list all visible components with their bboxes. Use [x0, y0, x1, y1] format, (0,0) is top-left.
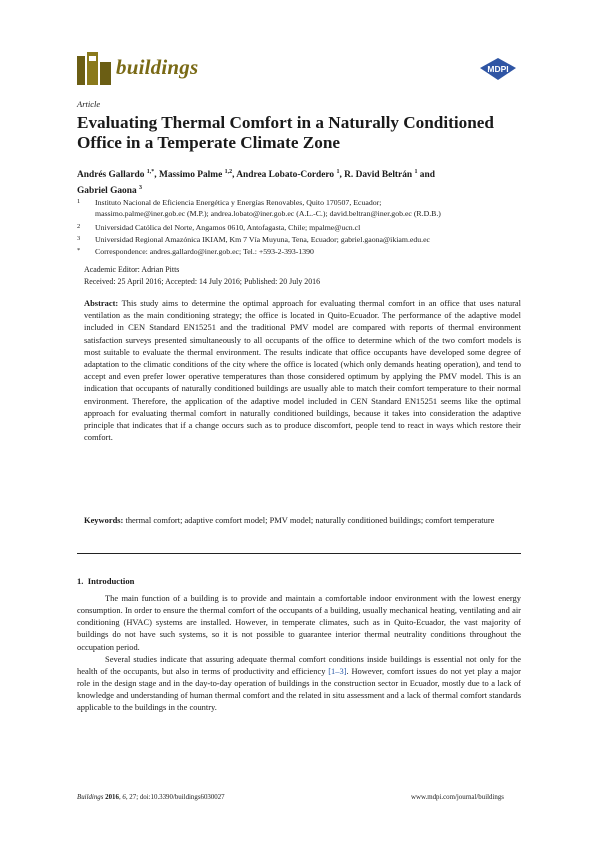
section-divider	[77, 553, 521, 554]
section-title: Introduction	[87, 576, 135, 586]
author-name: Massimo Palme	[158, 170, 223, 181]
footer-journal: Buildings	[77, 794, 104, 801]
author-affiliation-mark: 1	[414, 169, 418, 175]
affiliation-mark: 3	[77, 235, 81, 242]
abstract	[84, 297, 521, 443]
mdpi-logo-text: MDPI	[487, 64, 509, 74]
paragraph	[77, 653, 521, 714]
keywords-label: Keywords:	[84, 515, 124, 525]
academic-editor: Academic Editor: Adrian Pitts	[84, 265, 180, 274]
journal-logo-icon	[77, 52, 111, 85]
paragraph-text: Several studies indicate that assuring adequate thermal comfort conditions inside buildings is essential not only for the health of the occupants, but also in terms of productivity and efficiency	[77, 653, 521, 676]
paper-title: Evaluating Thermal Comfort in a Naturally Conditioned Office in a Temperate Climate Zone	[77, 113, 494, 152]
paragraph-text: . However, comfort issues do not yet play a major role in the design stage and in the day-to-day operation of buildings in the construction sector in Ecuador, mostly due to a lack of knowledge and understanding of human thermal comfort and the related in situ assessment and a lack of thermal comfort standards applicable to the buildings in the country.	[77, 665, 521, 713]
footer-url[interactable]: www.mdpi.com/journal/buildings	[411, 794, 504, 801]
author-name: R. David Beltrán	[344, 170, 413, 181]
author-name: Gabriel Gaona	[77, 186, 137, 197]
keywords-text: thermal comfort; adaptive comfort model; PMV model; naturally conditioned buildings; comfort temperature	[125, 515, 495, 525]
mdpi-logo-icon	[478, 57, 518, 81]
citation-link[interactable]: [1–3]	[328, 665, 347, 676]
affiliation-line: Universidad Católica del Norte, Angamos 0610, Antofagasta, Chile; mpalme@ucn.cl	[95, 223, 361, 232]
author-affiliation-mark: 1,2	[224, 169, 233, 175]
footer-citation: Buildings 2016, 6, 27; doi:10.3390/buildings6030027	[77, 794, 225, 801]
publication-dates: Received: 25 April 2016; Accepted: 14 July 2016; Published: 20 July 2016	[84, 277, 321, 286]
abstract-label: Abstract:	[84, 298, 119, 308]
footer-doi: doi:10.3390/buildings6030027	[139, 794, 225, 801]
author-name: Andrea Lobato-Cordero	[236, 170, 335, 181]
section-heading	[77, 576, 134, 586]
journal-name: buildings	[116, 55, 199, 79]
keywords	[84, 514, 521, 526]
affiliation-line: Instituto Nacional de Eficiencia Energética y Energías Renovables, Quito 170507, Ecuador;	[95, 198, 382, 207]
author-list: Andrés Gallardo $^{1,*}$, Massimo Palme $^{1,2}$, Andrea Lobato-Cordero $^1$, R. David Beltrán $^1$ and Gabriel Gaona $^3$	[77, 169, 435, 197]
author-affiliation-mark: 1	[336, 169, 340, 175]
paragraph: The main function of a building is to provide and maintain a comfortable indoor environment with the lowest energy consumption. In order to ensure the thermal comfort of the occupants of a building, usually mechanical heating, ventilating and air conditioning (HVAC) systems are installed. However, in temperate climates, such as in Quito-Ecuador, the vast majority of buildings do not have such systems, so it is not possible to guarantee interior thermal neutrality conditions throughout the occupation period.	[77, 593, 521, 652]
author-name: Andrés Gallardo	[77, 170, 145, 181]
section-number: 1.	[77, 576, 84, 586]
author-conjunction: and	[419, 170, 435, 181]
abstract-text: This study aims to determine the optimal approach for evaluating thermal comfort in an office that uses natural ventilation as the main conditioning strategy; the office is located in Quito-Ecuador. The performance of the adaptive model included in CEN Standard EN15251 and the traditional PMV model are compared with reports of thermal environment satisfaction surveys presented simultaneously to all occupants of the office to determine which of the two comfort models is most suitable to evaluate the thermal environment. The results indicate that office occupants have developed some degree of adaptation to the climatic conditions of the city where the office is located (which only demands heating operation), and tend to accept and even prefer lower operative temperatures than those considered optimum by applying the PMV model. This is an indication that occupants of naturally conditioned buildings are usually able to match their comfort temperature to their normal environment. Therefore, the application of the adaptive model included in CEN Standard EN15251 seems like the optimal approach for evaluating thermal comfort in naturally conditioned buildings, because it takes into consideration the adaptive principle that indicates that if a change occurs such as to produce discomfort, people tend to react in ways which restore their comfort.	[84, 298, 521, 443]
body-text	[77, 592, 521, 714]
author-affiliation-mark: 1,*	[146, 169, 155, 175]
footer-volume: 6	[122, 794, 126, 801]
affiliation-line: massimo.palme@iner.gob.ec (M.P.); andrea.lobato@iner.gob.ec (A.L.-C.); david.beltran@iner.gob.ec (R.D.B.)	[95, 209, 441, 218]
affiliation-mark: 1	[77, 198, 81, 205]
footer-year: 2016	[105, 794, 119, 801]
affiliation-line: Correspondence: andres.gallardo@iner.gob.ec; Tel.: +593-2-393-1390	[95, 247, 314, 256]
affiliation-mark: *	[77, 247, 81, 254]
footer-article: 27	[129, 794, 137, 801]
author-affiliation-mark: 3	[138, 185, 142, 192]
affiliation-mark: 2	[77, 223, 81, 230]
article-type: Article	[77, 99, 101, 109]
affiliation-line: Universidad Regional Amazónica IKIAM, Km 7 Vía Muyuna, Tena, Ecuador; gabriel.gaona@ikiam.edu.ec	[95, 235, 431, 244]
